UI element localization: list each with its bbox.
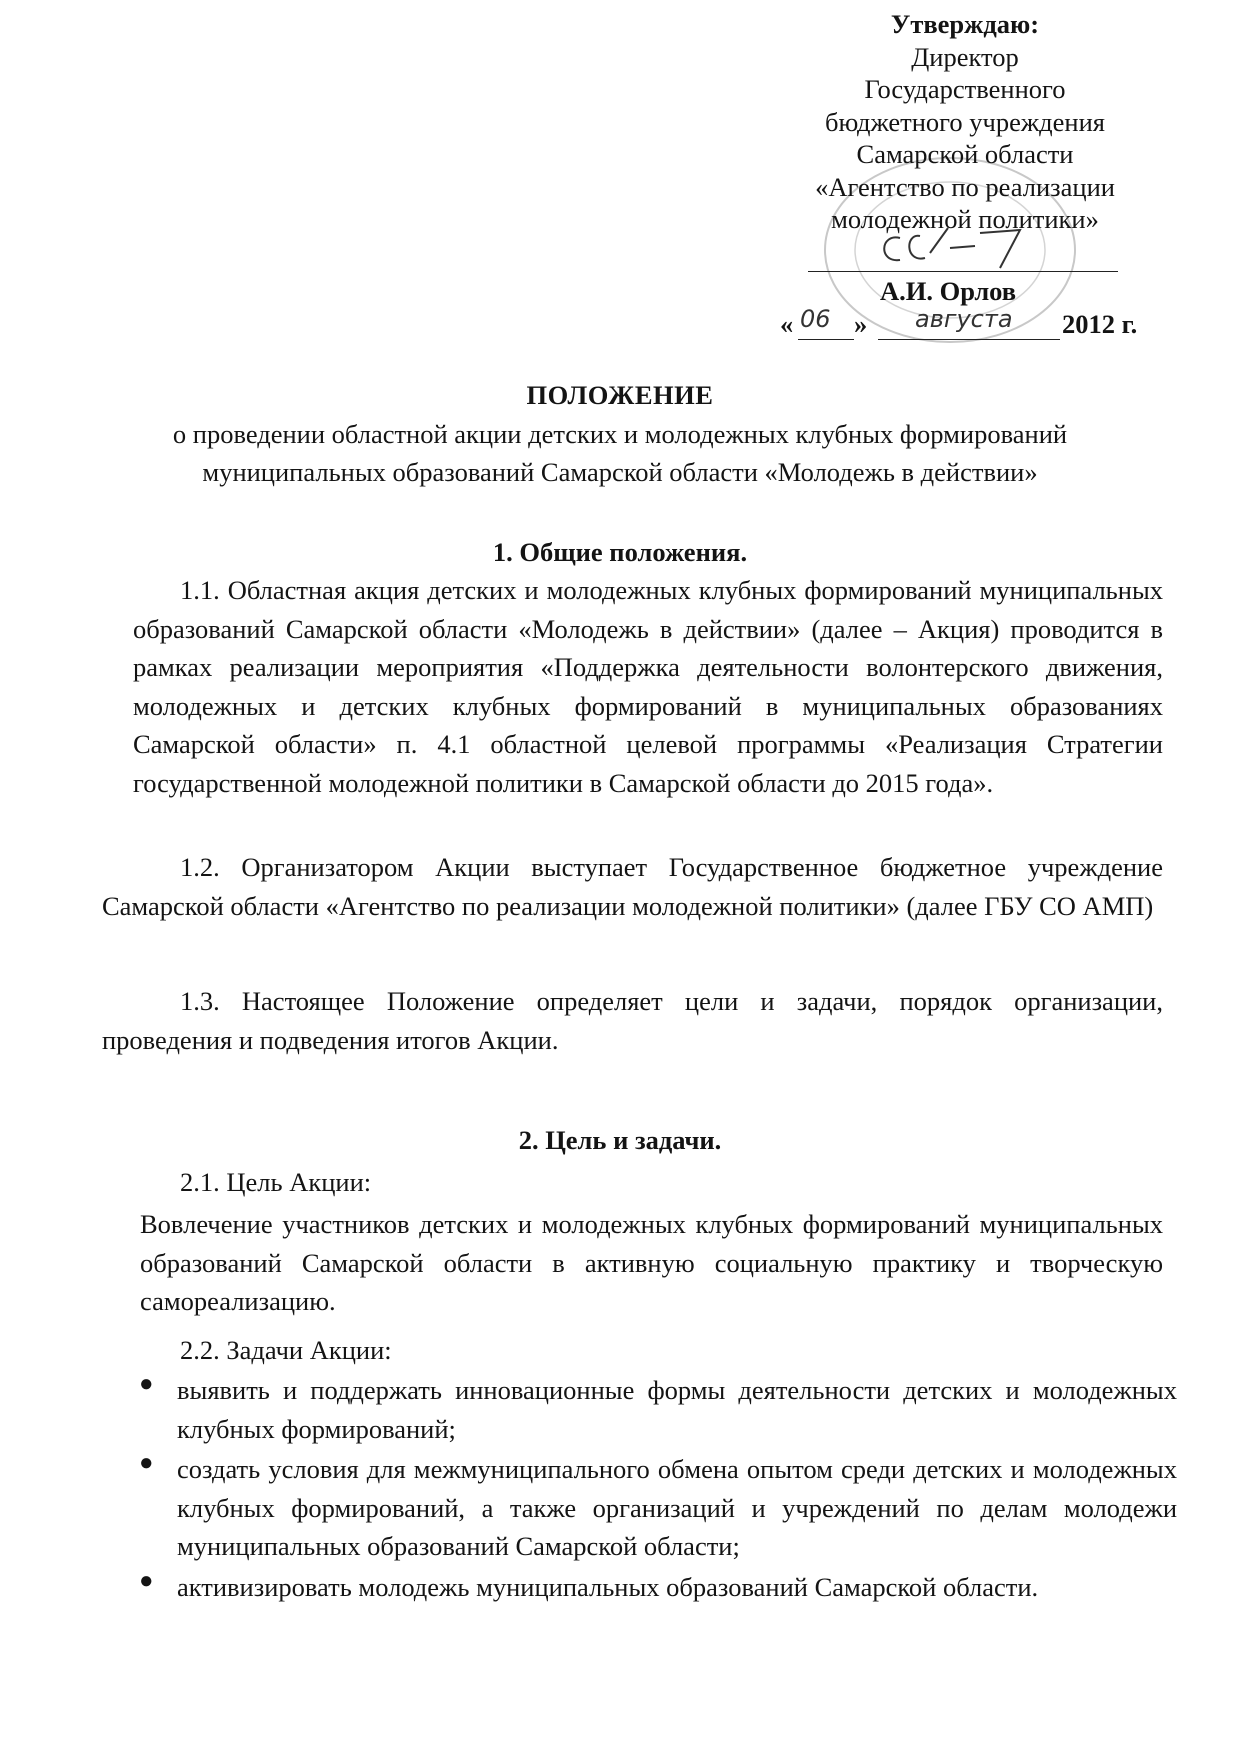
tasks-label: 2.2. Задачи Акции: (180, 1335, 392, 1365)
paragraph-1-3: 1.3. Настоящее Положение определяет цели и задачи, порядок организации, проведения и подведения итогов Акции. (102, 986, 1163, 1055)
document-subtitle-line: о проведении областной акции детских и молодежных клубных формирований (172, 419, 1068, 449)
date-year: 2012 г. (1062, 309, 1138, 339)
bullet-icon: ● (139, 1371, 154, 1397)
document-title: ПОЛОЖЕНИЕ (526, 380, 714, 410)
approval-block (790, 8, 1140, 236)
document-subtitle-line: муниципальных образований Самарской области «Молодежь в действии» (202, 457, 1038, 487)
date-quote-open: « (780, 309, 794, 339)
approval-line: Самарской области (856, 139, 1074, 169)
approval-line: «Агентство по реализации (815, 171, 1115, 202)
task-text: выявить и поддержать инновационные формы деятельности детских и молодежных клубных формирований; (177, 1375, 1177, 1444)
bullet-icon: ● (139, 1450, 154, 1476)
approval-line: Государственного (864, 74, 1066, 104)
date-month-underline (878, 339, 1060, 340)
goal-text: Вовлечение участников детских и молодежных клубных формирований муниципальных образований Самарской области в активную социальную практику и творческую самореализацию. (140, 1209, 1163, 1316)
section-1-heading: 1. Общие положения. (492, 537, 748, 567)
signatory-name: А.И. Орлов (880, 276, 1017, 306)
section-2-heading: 2. Цель и задачи. (518, 1125, 722, 1155)
handwritten-signature-icon (870, 208, 1040, 278)
signature-line (808, 271, 1118, 272)
date-month: августа (915, 305, 1013, 333)
paragraph-1-2: 1.2. Организатором Акции выступает Государственное бюджетное учреждение Самарской области «Агентство по реализации молодежной политики» (далее ГБУ СО АМП) (102, 852, 1163, 921)
bullet-icon: ● (139, 1568, 154, 1594)
task-text: создать условия для межмуниципального обмена опытом среди детских и молодежных клубных формирований, а также организаций и учреждений по делам молодежи муниципальных образований Самарской области; (177, 1454, 1177, 1561)
approval-label: Утверждаю: (890, 9, 1040, 39)
date-quote-close: » (854, 309, 868, 339)
approval-line: бюджетного учреждения (825, 106, 1105, 137)
task-text: активизировать молодежь муниципальных образований Самарской области. (177, 1572, 1039, 1602)
approval-line: Директор (911, 41, 1019, 72)
paragraph-1-1: 1.1. Областная акция детских и молодежных клубных формирований муниципальных образований Самарской области «Молодежь в действии» (далее – Акция) проводится в рамках реализации мероприятия «Поддержка деятельности волонтерского движения, молодежных и детских клубных формирований в муниципальных образованиях Самарской области» п. 4.1 областной целевой программы «Реализация Стратегии государственной молодежной политики в Самарской области до 2015 года». (133, 575, 1163, 798)
goal-label: 2.1. Цель Акции: (180, 1167, 372, 1197)
date-day-underline (798, 339, 854, 340)
approval-date (780, 305, 1160, 343)
approval-line: молодежной политики» (831, 204, 1099, 234)
date-day: 06 (800, 305, 831, 333)
